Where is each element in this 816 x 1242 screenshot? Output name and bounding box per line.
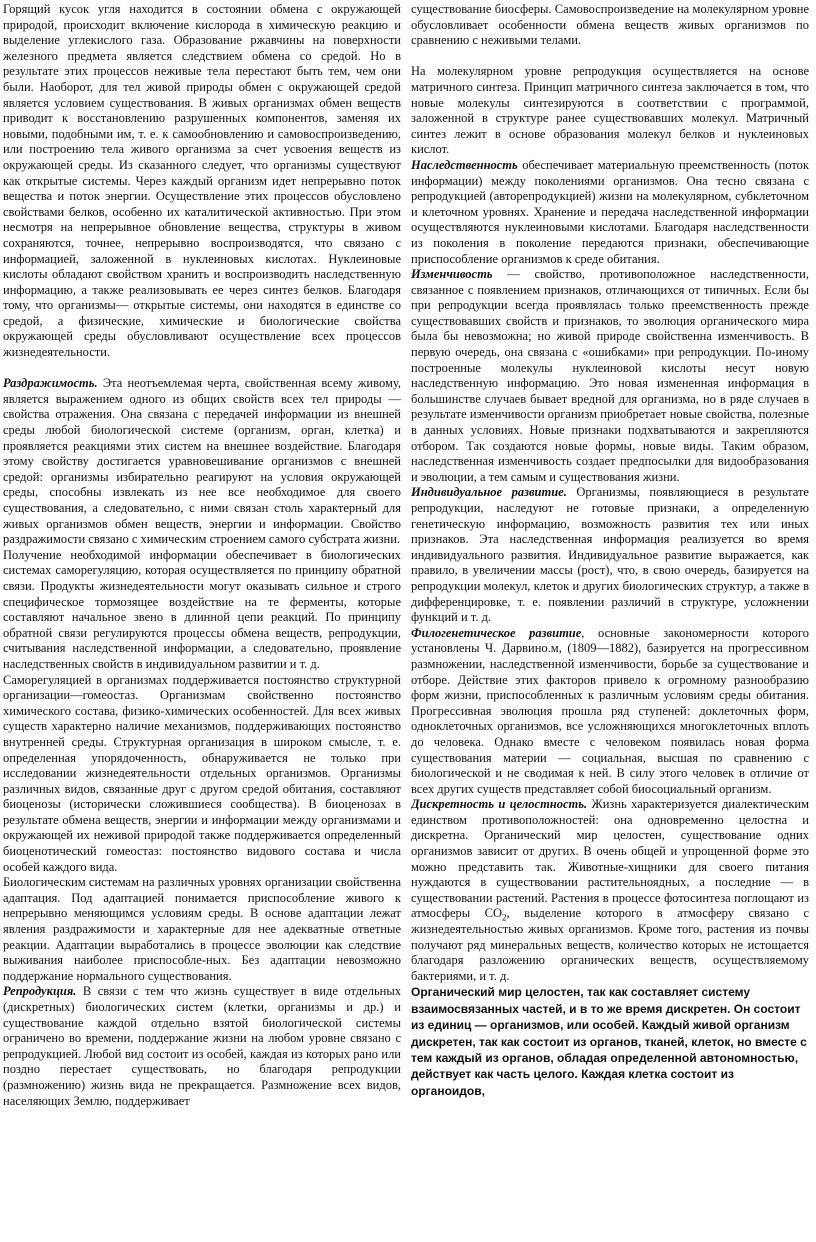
term-individual-development: Индивидуальное развитие. [411,485,567,500]
paragraph-matrix-synthesis: На молекулярном уровне репродукция осуществляется на основе матричного синтеза. Принцип матричного синтеза заключается в том, что новые молекулы синтезируются в соответствии с программой, заложенной в структуре ранее существовавших молекул. Матричный синтез лежит в основе образования молекул белков и нуклеиновых кислот. [411,64,809,157]
text-irritability: Эта неотъемлемая черта, свойственная всему живому, является выражением одного из общих свойств всех тел природы — свойства отражения. Она связана с передачей информации из внешней среды любой биологической системе (организм, орган, клетка) и проявляется реакциями этих систем на внешнее воздействие. Благодаря этому свойству достигается уравновешивание организмов с внешней средой: организмы избирательно реагируют на условия окружающей среды, способны извлекать из нее все необходимое для своего существования, а следовательно, с ними связан столь характерный для живых организмов обмен веществ, энергии и информации. Свойство раздражимости связано с химическим строением самого субстрата жизни. [3,376,401,547]
left-column [3,2,401,1242]
term-phylogenetic-development: Филогенетическое развитие [411,625,582,640]
text-variability: — свойство, противоположное наследственности, связанное с появлением признаков, отличающихся от типичных. Если бы при репродукции всегда проявлялась только преемственность прежде существовавших свойств и признаков, то эволюция органического мира была бы невозможна; но живой природе свойственна изменчивость. В первую очередь, она связана с «ошибками» при репродукции. По-иному построенные молекулы нуклеиновой кислоты несут новую наследственную информацию. Это новая измененная информация в большинстве случаев бывает вредной для организма, но в ряде случаев в результате изменчивости организм приобретает новые свойства, полезные в данных условиях. Новые признаки подхватываются и закрепляются отбором. Так создаются новые формы, новые виды. Таким образом, наследственная изменчивость создает предпосылки для видообразования и эволюции, а тем самым и существования жизни. [411,267,809,484]
term-variability: Изменчивость [411,267,493,282]
text-heredity: обеспечивает материальную преемственность (поток информации) между поколениями организмов. Она тесно связана с репродукцией (авторепродукцией) жизни на молекулярном, субклеточном и клеточном уровнях. Хранение и передача наследственной информации осуществляются нуклеиновыми кислотами. Благодаря наследственности из поколения в поколение передаются признаки, обеспечивающие приспособление организмов к среде обитания. [411,157,809,266]
paragraph-adaptation: Биологическим системам на различных уровнях организации свойственна адаптация. Под адаптацией понимается приспособление живого к непрерывно меняющимся условиям среды. В основе адаптации лежат явления раздражимости и характерные для нее адекватные ответные реакции. Адаптации выработались в процессе эволюции как следствие выживания наиболее приспособле-ных. Без адаптации невозможно поддержание нормального существования. [3,875,401,983]
paragraph-organic-world: Органический мир целостен, так как составляет систему взаимосвязанных частей, и в то же время дискретен. Он состоит из единиц — организмов, или особей. Каждый живой организм дискретен, так как состоит из органов, тканей, клеток, но вместе с тем каждый из органов, обладая определенной автономностью, действует как часть целого. Каждая клетка состоит из органоидов, [411,985,807,1098]
text-individual-development: Организмы, появляющиеся в результате репродукции, наследуют не готовые признаки, а определенную генетическую информацию, возможность развития тех или иных признаков. Эта наследственная информация реализуется во время индивидуального развития. Индивидуальное развитие выражается, как правило, в увеличении массы (рост), что, в свою очередь, базируется на репродукции молекул, клеток и других биологических структур, а также в дифференцировке, т. е. появлении различий в структуре, усложнении функций и т. д. [411,485,809,625]
paragraph-irritability [3,376,401,548]
paragraph-individual-development [411,485,809,625]
paragraph-self-regulation: Получение необходимой информации обеспечивает в биологических системах саморегуляцию, которая осуществляется по принципу обратной связи. Продукты жизнедеятельности могут оказывать сильное и строго специфическое тормозящее воздействие на те ферменты, которые составляют начальное звено в длинной цепи реакций. По принципу обратной связи регулируются процессы обмена веществ, репродукции, считывания наследственной информации, а следовательно, проявление наследственных свойств в индивидуальном развитии и т. д. [3,547,401,671]
paragraph-metabolism: Горящий кусок угля находится в состоянии обмена с окружающей природой, происходит включение кислорода в химическую реакцию и выделение углекислого газа. Образование ржавчины на поверхности железного предмета является следствием обмена со средой. Но в результате этих процессов неживые тела перестают быть тем, чем они были. Наоборот, для тел живой природы обмен с окружающей средой является условием существования. В живых организмах обмен веществ приводит к восстановлению разрушенных компонентов, заменяя их новыми, подобными им, т. е. к самообновлению и самовоспроизведению, или построению тела живого организма за счет усвоения веществ из окружающей среды. Из сказанного следует, что организмы существуют как открытые системы. Через каждый организм идет непрерывно поток вещества и поток энергии. Осуществление этих процессов обусловлено свойствами белков, особенно их каталитической активностью. При этом несмотря на непрерывное обновление вещества, структуры в живом сохраняются, точнее, непрерывно воспроизводятся, что связано с информацией, заложенной в нуклеиновых кислотах. Нуклеиновые кислоты обладают свойством хранить и воспроизводить наследственную информацию, а также реализовывать ее через синтез белков. Благодаря тому, что организмы— открытые системы, они находятся в единстве со средой, а физические, химические и биологические свойства окружающей среды обусловливают осуществление всех процессов жизнедеятельности. [3,2,401,360]
paragraph-discreteness [411,797,809,984]
text-discreteness-b: , выделение которого в атмосферу связано с жизнедеятельностью живых организмов. Кроме того, растения из почвы получают ряд минеральных веществ, количество которых не истощается благодаря разложению органических веществ, осуществляемому бактериями, и т. д. [411,906,809,983]
text-discreteness-a: Жизнь характеризуется диалектическим единством противоположностей: она одновременно целостна и дискретна. Органический мир целостен, существование одних организмов зависит от других. В очень общей и упрощенной форме это можно представить так. Животные-хищники для своего питания нуждаются в существовании растительноядных, а последние — в существовании растений. Растения в процессе фотосинтеза поглощают из атмосферы CO [411,797,809,921]
paragraph-variability [411,267,809,485]
paragraph-heredity [411,158,809,267]
paragraph-reproduction [3,984,401,1109]
term-heredity: Наследственность [411,157,518,172]
right-column [411,2,809,1242]
term-irritability: Раздражимость. [3,376,98,391]
term-reproduction: Репродукция. [3,984,77,999]
paragraph-biosphere: существование биосферы. Самовоспроизведение на молекулярном уровне обусловливает особенности обмена веществ живых организмов по сравнению с неживыми телами. [411,2,809,48]
term-discreteness: Дискретность и целостность. [411,797,588,812]
subscript-two: 2 [502,912,507,923]
paragraph-homeostasis: Саморегуляцией в организмах поддерживается постоянство структурной организации—гомеостаз. Организмам свойственно постоянство химического состава, физико-химических особенностей. Для всех живых существ характерно наличие механизмов, поддерживающих постоянство внутренней среды. Структурная организация в широком смысле, т. е. определенная упорядоченность, обнаруживается не только при исследовании жизнедеятельности отдельных организмов. Организмы различных видов, связанные друг с другом средой обитания, составляют биоценозы (исторически сложившиеся сообщества). В биоценозах в результате обмена веществ, энергии и информации между организмами и окружающей их неживой природой также поддерживается определенный биоценотический гомеостаз: постоянство видового состава и числа особей каждого вида. [3,672,401,874]
paragraph-phylogenetic-development [411,626,809,798]
text-reproduction: В связи с тем что жизнь существует в виде отдельных (дискретных) биологических систем (клетки, организмы и др.) и существование каждой отдельно взятой биологической системы ограничено во времени, поддержание жизни на любом уровне связано с репродукцией. Любой вид состоит из особей, каждая из которых рано или поздно перестает существовать, но благодаря репродукции (размножению) жизнь вида не прекращается. Размножение всех видов, населяющих Землю, поддерживает [3,984,401,1108]
text-phylogenetic-development: , основные закономерности которого установлены Ч. Дарвино.м, (1809—1882), базируется на прогрессивном размножении, наследственной изменчивости, борьбе за существование и отборе. Действие этих факторов привело к огромному разнообразию форм жизни, приспособленных к различным условиям среды обитания. Прогрессивная эволюция прошла ряд ступеней: доклеточных форм, одноклеточных организмов, все усложняющихся многоклеточных вплоть до человека. Однако вместе с человеком появилась новая форма существования материи — социальная, высшая по сравнению с биологической и не сводимая к ней. В силу этого человек в отличие от всех других существ представляет собой биосоциальный организм. [411,625,809,796]
